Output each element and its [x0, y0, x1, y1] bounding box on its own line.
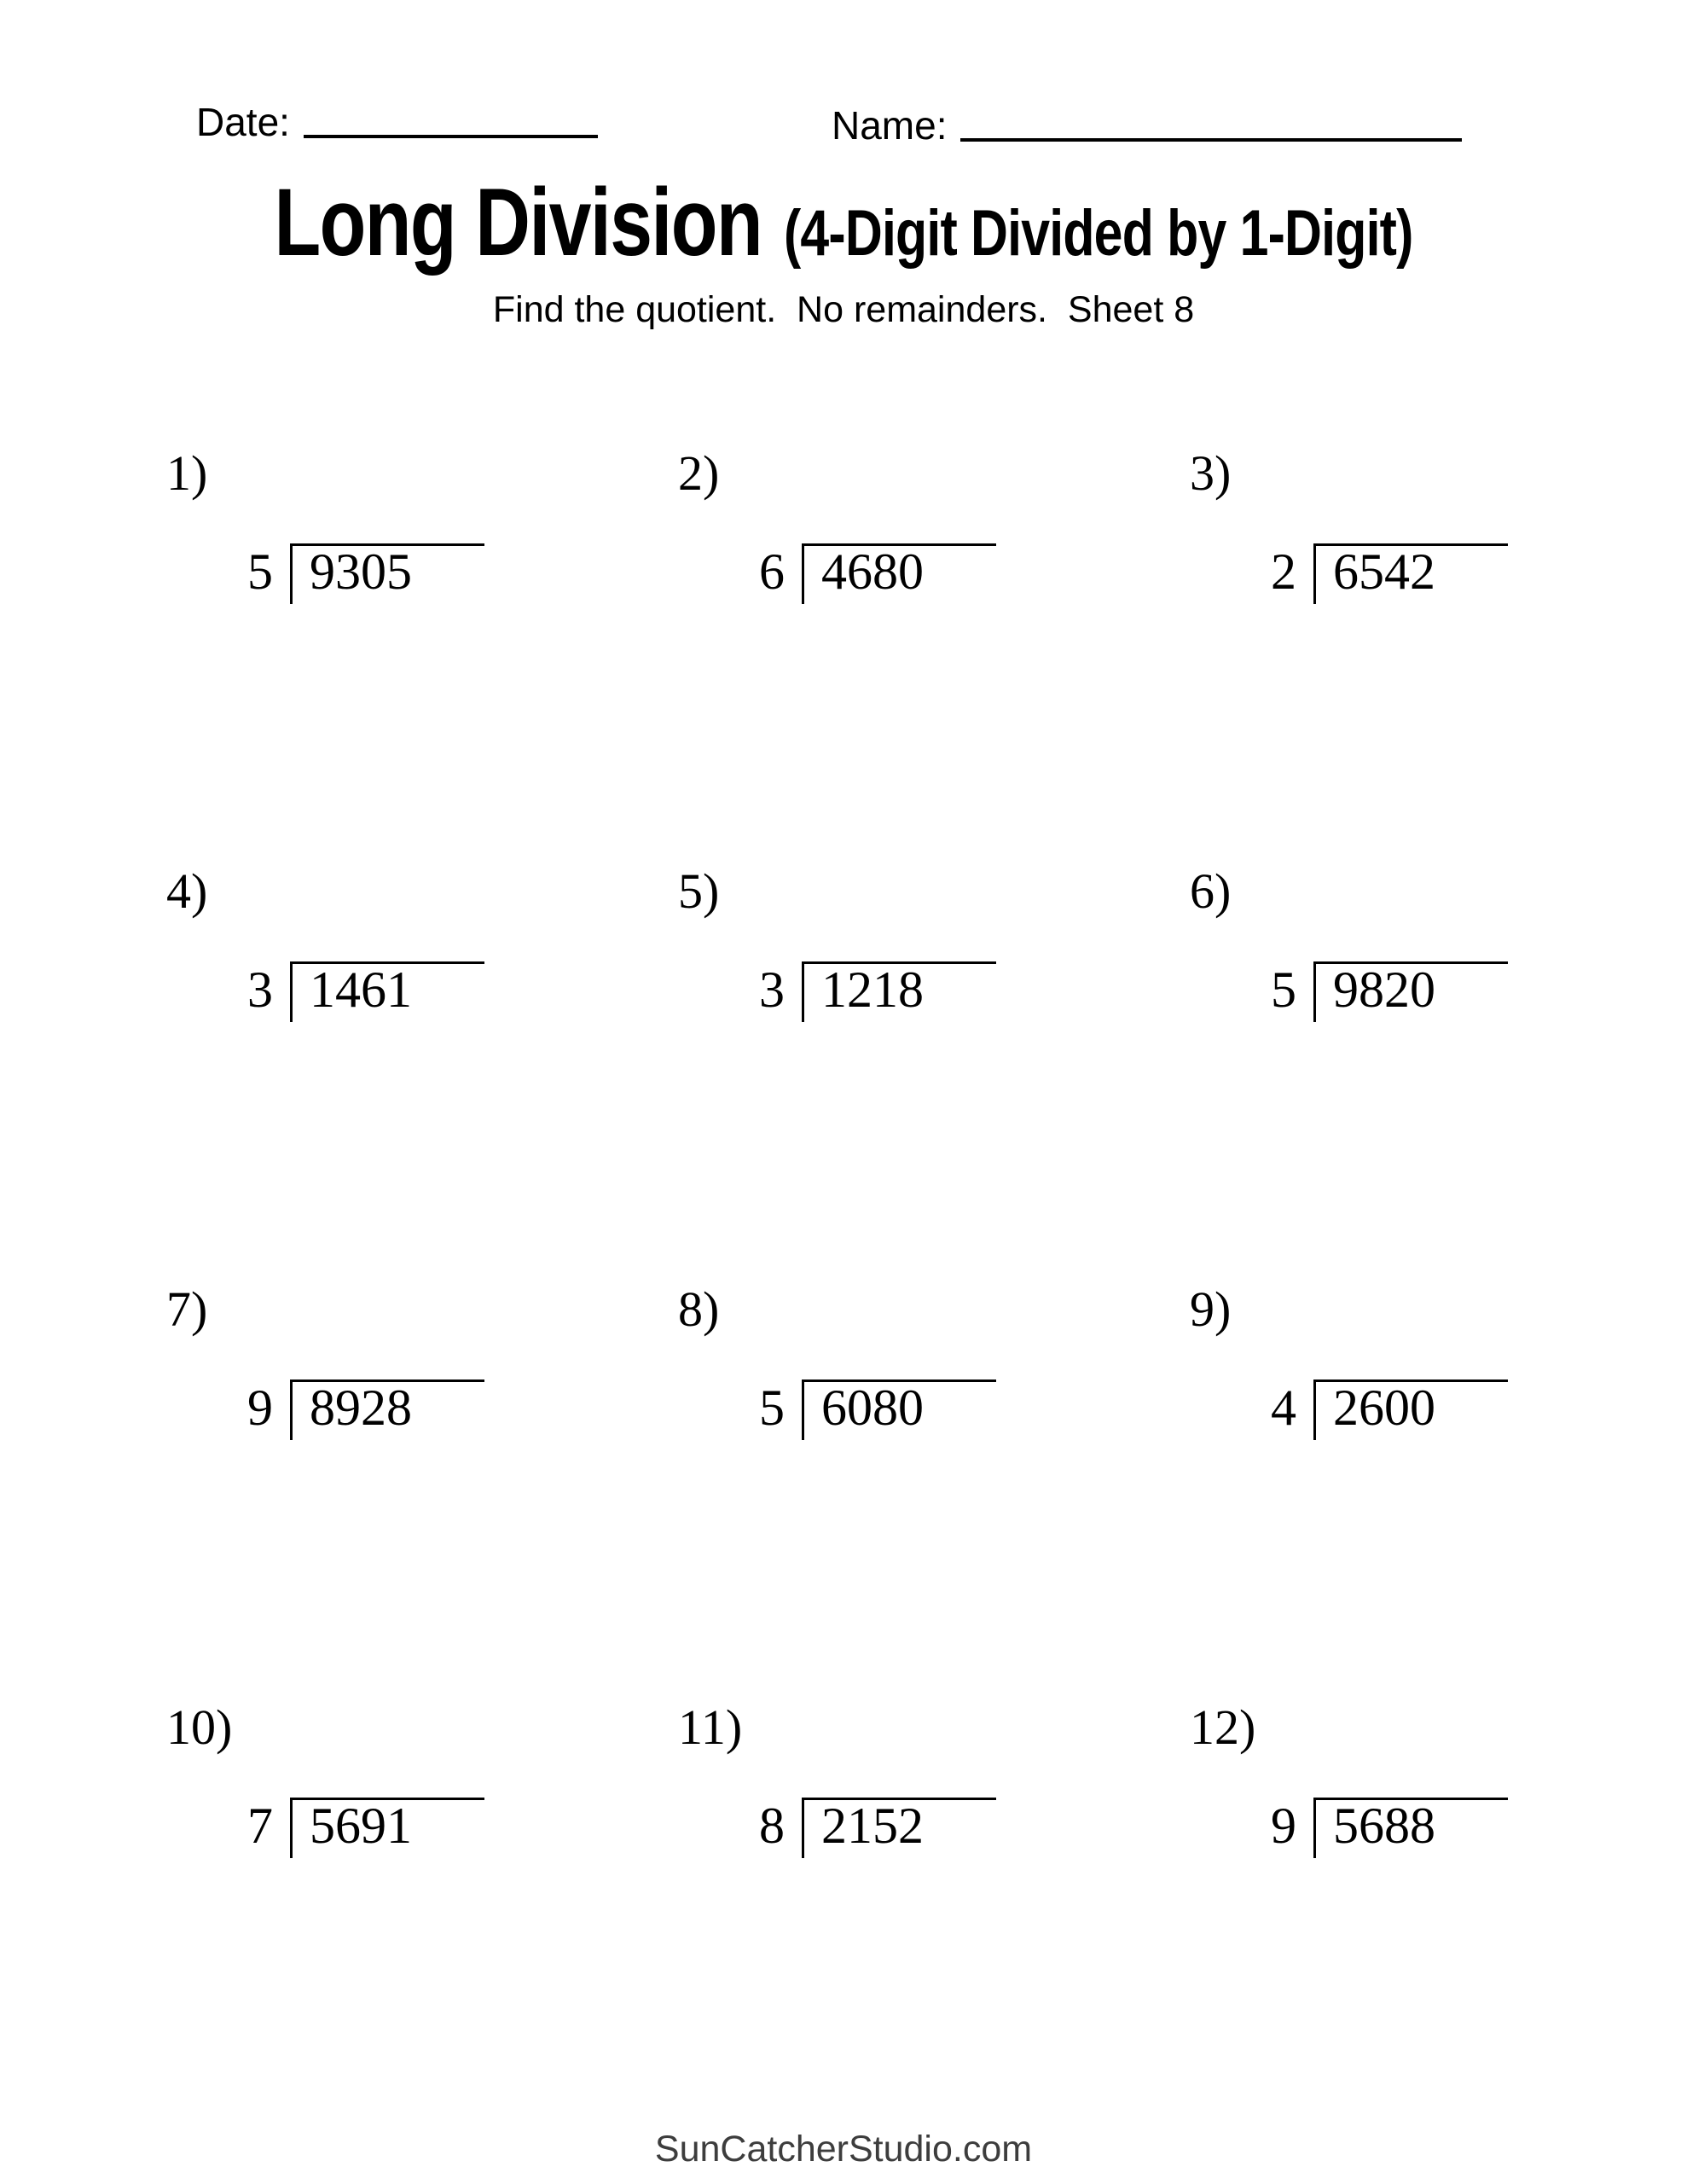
problem-number: 1)	[166, 445, 208, 501]
divisor: 5	[1271, 961, 1296, 1018]
dividend: 1461	[310, 961, 412, 1018]
division-problem	[665, 961, 1177, 1022]
problem	[1177, 863, 1687, 1285]
dividend: 9820	[1333, 961, 1435, 1018]
problem-number: 3)	[1190, 445, 1232, 501]
divisor: 7	[247, 1798, 273, 1854]
division-problem	[1177, 1380, 1687, 1440]
dividend: 9305	[310, 543, 412, 600]
worksheet-subtitle: Find the quotient. No remainders. Sheet 8	[492, 289, 1195, 330]
dividend: 2600	[1333, 1380, 1435, 1436]
problem-number: 10)	[166, 1699, 233, 1755]
dividend: 2152	[821, 1798, 924, 1854]
problem-number: 5)	[678, 863, 720, 919]
problem	[154, 1281, 665, 1703]
divisor: 4	[1271, 1380, 1296, 1436]
problem	[665, 1699, 1177, 2121]
problem	[665, 445, 1177, 867]
divisor: 3	[759, 961, 785, 1018]
problem	[154, 1699, 665, 2121]
division-bracket	[802, 1380, 996, 1440]
name-label: Name:	[832, 103, 948, 148]
problem-number: 12)	[1190, 1699, 1256, 1755]
dividend: 6080	[821, 1380, 924, 1436]
division-problem	[665, 543, 1177, 604]
title-text: Long Division	[274, 169, 762, 276]
title-qualifier: (4-Digit Divided by 1-Digit)	[783, 197, 1413, 270]
problem-number: 9)	[1190, 1281, 1232, 1337]
problem-number: 7)	[166, 1281, 208, 1337]
dividend: 1218	[821, 961, 924, 1018]
division-bracket	[290, 543, 484, 604]
problem	[1177, 445, 1687, 867]
division-bracket	[1313, 543, 1508, 604]
division-problem	[1177, 1798, 1687, 1858]
dividend: 5688	[1333, 1798, 1435, 1854]
problem	[665, 863, 1177, 1285]
dividend: 5691	[310, 1798, 412, 1854]
division-bracket	[1313, 1380, 1508, 1440]
division-problem	[1177, 543, 1687, 604]
problem	[665, 1281, 1177, 1703]
problem-number: 6)	[1190, 863, 1232, 919]
division-problem	[665, 1380, 1177, 1440]
division-bracket	[1313, 961, 1508, 1022]
name-field	[832, 103, 1462, 148]
problem	[154, 445, 665, 867]
divisor: 8	[759, 1798, 785, 1854]
divisor: 9	[1271, 1798, 1296, 1854]
name-blank-line	[960, 138, 1462, 142]
divisor: 6	[759, 543, 785, 600]
worksheet-title	[169, 169, 1518, 276]
division-bracket	[1313, 1798, 1508, 1858]
dividend: 4680	[821, 543, 924, 600]
problem	[154, 863, 665, 1285]
division-problem	[154, 1380, 665, 1440]
problem-number: 11)	[678, 1699, 743, 1755]
divisor: 9	[247, 1380, 273, 1436]
division-bracket	[802, 961, 996, 1022]
problem-number: 4)	[166, 863, 208, 919]
division-bracket	[802, 1798, 996, 1858]
problems-grid	[154, 445, 1687, 2121]
divisor: 3	[247, 961, 273, 1018]
division-problem	[154, 1798, 665, 1858]
division-problem	[154, 543, 665, 604]
problem	[1177, 1281, 1687, 1703]
divisor: 5	[759, 1380, 785, 1436]
date-label: Date:	[196, 100, 290, 144]
dividend: 8928	[310, 1380, 412, 1436]
division-problem	[154, 961, 665, 1022]
divisor: 5	[247, 543, 273, 600]
division-bracket	[290, 1380, 484, 1440]
dividend: 6542	[1333, 543, 1435, 600]
footer-credit: SunCatcherStudio.com	[654, 2129, 1033, 2169]
problem-number: 8)	[678, 1281, 720, 1337]
division-bracket	[290, 961, 484, 1022]
problem	[1177, 1699, 1687, 2121]
division-bracket	[802, 543, 996, 604]
division-bracket	[290, 1798, 484, 1858]
problem-number: 2)	[678, 445, 720, 501]
date-blank-line	[304, 135, 598, 138]
division-problem	[665, 1798, 1177, 1858]
date-field	[196, 102, 598, 142]
divisor: 2	[1271, 543, 1296, 600]
division-problem	[1177, 961, 1687, 1022]
